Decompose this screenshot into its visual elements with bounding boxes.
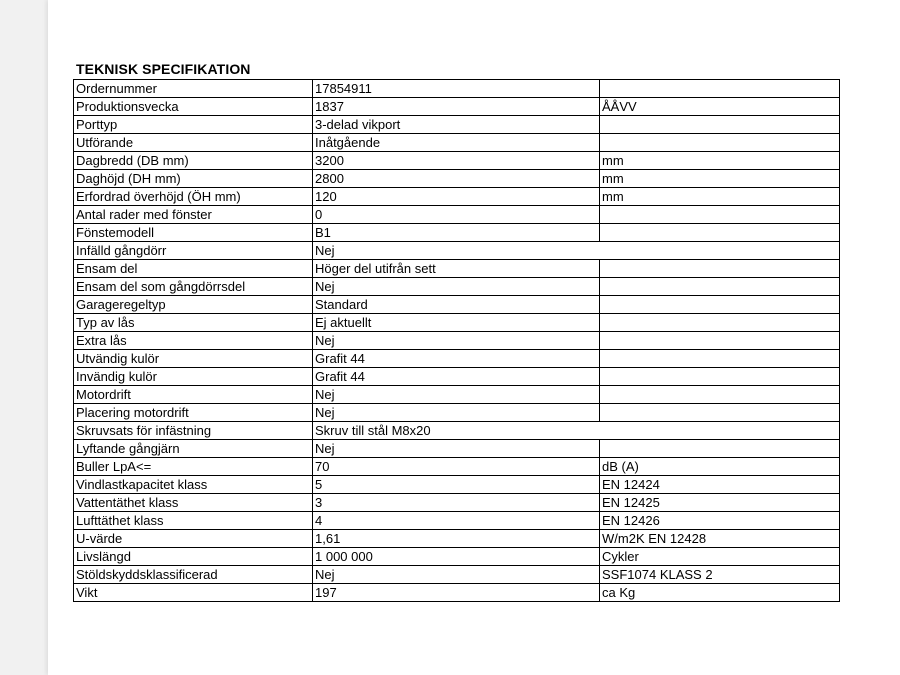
- table-row: [74, 476, 840, 494]
- spec-unit-cell: [600, 314, 840, 332]
- spec-label-cell: Fönstemodell: [74, 224, 313, 242]
- spec-label-cell: Produktionsvecka: [74, 98, 313, 116]
- table-row: [74, 584, 840, 602]
- spec-value-cell: B1: [313, 224, 600, 242]
- spec-unit-cell: [600, 80, 840, 98]
- table-row: [74, 170, 840, 188]
- spec-label-cell: Ordernummer: [74, 80, 313, 98]
- spec-label-cell: Utvändig kulör: [74, 350, 313, 368]
- spec-unit-cell: [600, 332, 840, 350]
- spec-unit-cell: mm: [600, 152, 840, 170]
- spec-unit-cell: [600, 242, 840, 260]
- spec-label-cell: Vattentäthet klass: [74, 494, 313, 512]
- spec-label-cell: Lyftande gångjärn: [74, 440, 313, 458]
- spec-label-cell: U-värde: [74, 530, 313, 548]
- spec-label-cell: Vindlastkapacitet klass: [74, 476, 313, 494]
- spec-value-cell: Grafit 44: [313, 368, 600, 386]
- spec-unit-cell: W/m2K EN 12428: [600, 530, 840, 548]
- table-row: [74, 422, 840, 440]
- spec-value-cell: Grafit 44: [313, 350, 600, 368]
- table-row: [74, 260, 840, 278]
- document-page: [48, 0, 900, 675]
- spec-value-cell: 0: [313, 206, 600, 224]
- spec-label-cell: Daghöjd (DH mm): [74, 170, 313, 188]
- table-row: [74, 206, 840, 224]
- spec-value-cell: 197: [313, 584, 600, 602]
- spec-label-cell: Ensam del som gångdörrsdel: [74, 278, 313, 296]
- spec-unit-cell: [600, 278, 840, 296]
- spec-value-cell: 3-delad vikport: [313, 116, 600, 134]
- spec-label-cell: Placering motordrift: [74, 404, 313, 422]
- spec-unit-cell: [600, 116, 840, 134]
- table-row: [74, 404, 840, 422]
- spec-label-cell: Lufttäthet klass: [74, 512, 313, 530]
- spec-unit-cell: mm: [600, 170, 840, 188]
- spec-unit-cell: [600, 440, 840, 458]
- table-row: [74, 368, 840, 386]
- spec-label-cell: Livslängd: [74, 548, 313, 566]
- spec-unit-cell: [600, 386, 840, 404]
- specification-table: [73, 79, 840, 602]
- spec-label-cell: Dagbredd (DB mm): [74, 152, 313, 170]
- spec-value-cell: 1837: [313, 98, 600, 116]
- table-row: [74, 512, 840, 530]
- spec-label-cell: Garageregeltyp: [74, 296, 313, 314]
- spec-value-cell: 1,61: [313, 530, 600, 548]
- spec-unit-cell: EN 12425: [600, 494, 840, 512]
- spec-value-cell: Nej: [313, 566, 600, 584]
- spec-unit-cell: EN 12424: [600, 476, 840, 494]
- table-row: [74, 224, 840, 242]
- spec-label-cell: Extra lås: [74, 332, 313, 350]
- spec-label-cell: Skruvsats för infästning: [74, 422, 313, 440]
- spec-unit-cell: [600, 134, 840, 152]
- table-row: [74, 116, 840, 134]
- spec-unit-cell: ÅÅVV: [600, 98, 840, 116]
- document-title: TEKNISK SPECIFIKATION: [76, 61, 251, 77]
- spec-value-cell: Nej: [313, 404, 600, 422]
- spec-value-cell: 3200: [313, 152, 600, 170]
- spec-value-cell: Skruv till stål M8x20: [313, 422, 600, 440]
- table-row: [74, 530, 840, 548]
- spec-unit-cell: mm: [600, 188, 840, 206]
- spec-label-cell: Vikt: [74, 584, 313, 602]
- table-row: [74, 296, 840, 314]
- spec-value-cell: Ej aktuellt: [313, 314, 600, 332]
- spec-value-cell: 17854911: [313, 80, 600, 98]
- table-row: [74, 278, 840, 296]
- table-row: [74, 548, 840, 566]
- spec-label-cell: Erfordrad överhöjd (ÖH mm): [74, 188, 313, 206]
- spec-value-cell: 70: [313, 458, 600, 476]
- table-row: [74, 440, 840, 458]
- spec-value-cell: Nej: [313, 440, 600, 458]
- spec-unit-cell: [600, 368, 840, 386]
- spec-unit-cell: EN 12426: [600, 512, 840, 530]
- spec-value-cell: Nej: [313, 278, 600, 296]
- table-row: [74, 188, 840, 206]
- spec-label-cell: Typ av lås: [74, 314, 313, 332]
- spec-label-cell: Invändig kulör: [74, 368, 313, 386]
- table-row: [74, 134, 840, 152]
- table-row: [74, 332, 840, 350]
- table-row: [74, 350, 840, 368]
- spec-label-cell: Antal rader med fönster: [74, 206, 313, 224]
- spec-unit-cell: [600, 404, 840, 422]
- spec-unit-cell: SSF1074 KLASS 2: [600, 566, 840, 584]
- spec-value-cell: Nej: [313, 242, 600, 260]
- table-row: [74, 566, 840, 584]
- spec-unit-cell: [600, 260, 840, 278]
- spec-unit-cell: [600, 350, 840, 368]
- spec-unit-cell: [600, 206, 840, 224]
- spec-value-cell: Nej: [313, 332, 600, 350]
- spec-unit-cell: Cykler: [600, 548, 840, 566]
- table-row: [74, 458, 840, 476]
- spec-value-cell: Höger del utifrån sett: [313, 260, 600, 278]
- spec-label-cell: Buller LpA<=: [74, 458, 313, 476]
- spec-value-cell: 4: [313, 512, 600, 530]
- spec-label-cell: Porttyp: [74, 116, 313, 134]
- spec-value-cell: 5: [313, 476, 600, 494]
- spec-unit-cell: [600, 224, 840, 242]
- spec-unit-cell: [600, 422, 840, 440]
- spec-value-cell: 1 000 000: [313, 548, 600, 566]
- spec-value-cell: 120: [313, 188, 600, 206]
- table-row: [74, 152, 840, 170]
- spec-label-cell: Motordrift: [74, 386, 313, 404]
- spec-value-cell: Nej: [313, 386, 600, 404]
- table-row: [74, 494, 840, 512]
- table-row: [74, 80, 840, 98]
- spec-unit-cell: dB (A): [600, 458, 840, 476]
- table-row: [74, 242, 840, 260]
- spec-value-cell: 3: [313, 494, 600, 512]
- spec-label-cell: Infälld gångdörr: [74, 242, 313, 260]
- spec-value-cell: 2800: [313, 170, 600, 188]
- spec-label-cell: Ensam del: [74, 260, 313, 278]
- spec-label-cell: Utförande: [74, 134, 313, 152]
- spec-value-cell: Inåtgående: [313, 134, 600, 152]
- table-row: [74, 98, 840, 116]
- spec-unit-cell: ca Kg: [600, 584, 840, 602]
- spec-value-cell: Standard: [313, 296, 600, 314]
- spec-label-cell: Stöldskyddsklassificerad: [74, 566, 313, 584]
- table-row: [74, 386, 840, 404]
- spec-unit-cell: [600, 296, 840, 314]
- table-row: [74, 314, 840, 332]
